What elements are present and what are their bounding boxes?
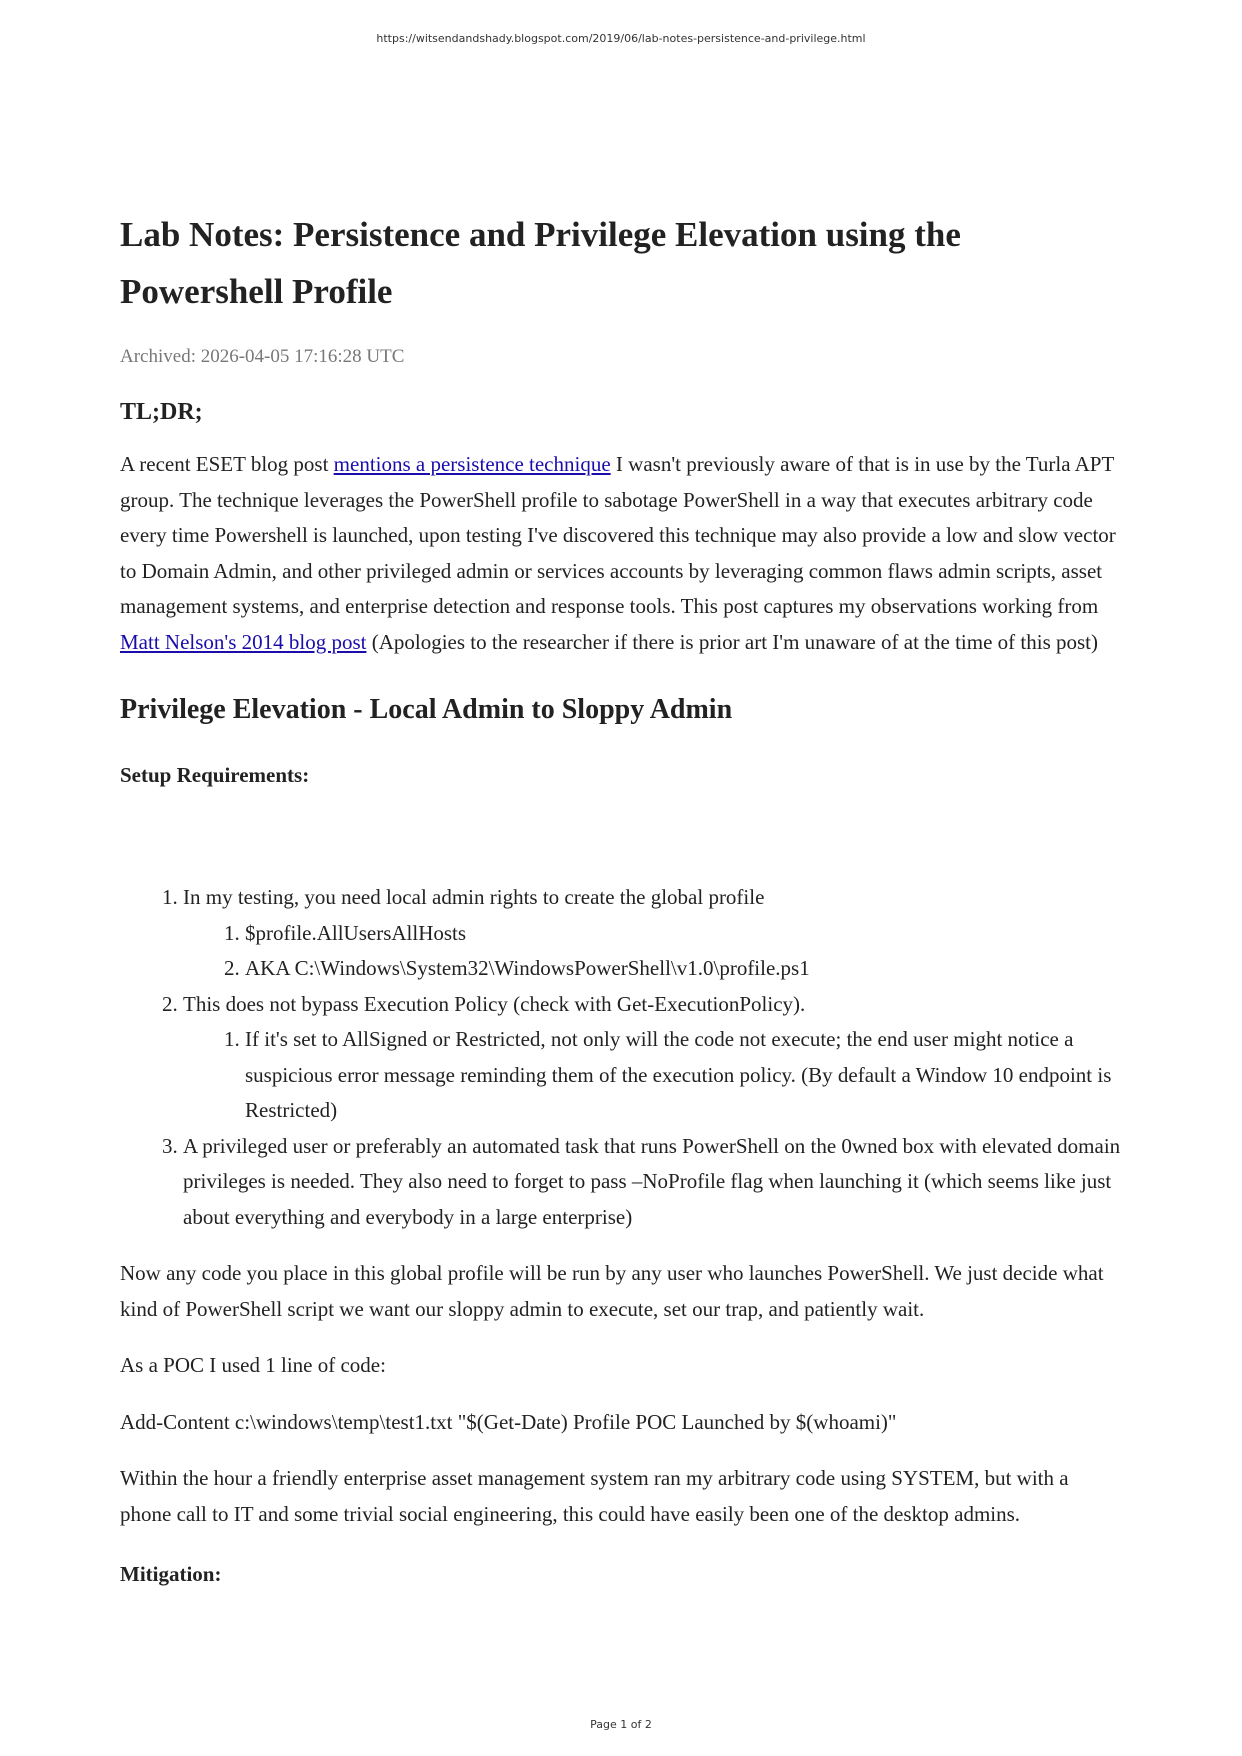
paragraph-within: Within the hour a friendly enterprise asset management system ran my arbitrary code using SYSTEM, but with a phone call to IT and some trivial social engineering, this could have easily been one of the desktop admins.	[120, 1466, 1069, 1526]
matt-nelson-blog-link[interactable]: Matt Nelson's 2014 blog post	[120, 629, 367, 654]
intro-text-2: I wasn't previously aware of that is in use by the Turla APT group. The technique leverages the PowerShell profile to sabotage PowerShell in a way that executes arbitrary code every time Powershell is launched, upon testing I've discovered this technique may also provide a low and slow vector to Domain Admin, and other privileged admin or services accounts by leveraging common flaws admin scripts, asset management systems, and enterprise detection and response tools. This post captures my observations working from	[120, 452, 1116, 618]
sub-list	[183, 1022, 1125, 1129]
article-title	[120, 206, 1125, 320]
article-title-line2: Powershell Profile	[120, 272, 393, 311]
requirement-1: In my testing, you need local admin rights to create the global profile	[183, 885, 765, 909]
paragraph-code: Add-Content c:\windows\temp\test1.txt "$(Get-Date) Profile POC Launched by $(whoami)"	[120, 1409, 897, 1434]
paragraph-poc: As a POC I used 1 line of code:	[120, 1353, 386, 1377]
paragraph-now: Now any code you place in this global profile will be run by any user who launches PowerShell. We just decide what kind of PowerShell script we want our sloppy admin to execute, set our trap, and patiently wait.	[120, 1261, 1104, 1321]
list-item: 3. A privileged user or preferably an automated task that runs PowerShell on the 0wned box with elevated domain privileges is needed. They also need to forget to pass –NoProfile flag when launching it (which seems like just about everything and everybody in a large enterprise)	[183, 1129, 1125, 1236]
article-title-line1: Lab Notes: Persistence and Privilege Elevation using the	[120, 215, 961, 254]
list-item: 2. AKA C:\Windows\System32\WindowsPowerShell\v1.0\profile.ps1	[245, 951, 1125, 987]
intro-text-3: (Apologies to the researcher if there is prior art I'm unaware of at the time of this post)	[366, 629, 1098, 654]
sub-list	[183, 916, 1125, 987]
list-item: 1. If it's set to AllSigned or Restricted, not only will the code not execute; the end user might notice a suspicious error message reminding them of the execution policy. (By default a Window 10 endpoint is Restricted)	[245, 1022, 1125, 1129]
setup-heading: Setup Requirements:	[120, 763, 310, 787]
page-url-header: https://witsendandshady.blogspot.com/2019/06/lab-notes-persistence-and-privilege.html	[376, 32, 866, 45]
article	[120, 206, 1125, 1589]
requirements-list	[120, 880, 1125, 1235]
page-number: Page 1 of 2	[590, 1718, 652, 1731]
list-item	[183, 880, 1125, 987]
list-item	[183, 987, 1125, 1129]
requirement-2: This does not bypass Execution Policy (check with Get-ExecutionPolicy).	[183, 991, 806, 1016]
intro-text-1: A recent ESET blog post	[120, 452, 334, 476]
eset-blog-link[interactable]: mentions a persistence technique	[333, 452, 611, 476]
mitigation-heading: Mitigation:	[120, 1562, 222, 1586]
section-heading: Privilege Elevation - Local Admin to Sloppy Admin	[120, 694, 733, 725]
archived-timestamp: Archived: 2026-04-05 17:16:28 UTC	[120, 346, 405, 367]
list-item: 1. $profile.AllUsersAllHosts	[245, 916, 1125, 952]
intro-paragraph	[120, 447, 1125, 660]
tldr-heading: TL;DR;	[120, 399, 203, 425]
